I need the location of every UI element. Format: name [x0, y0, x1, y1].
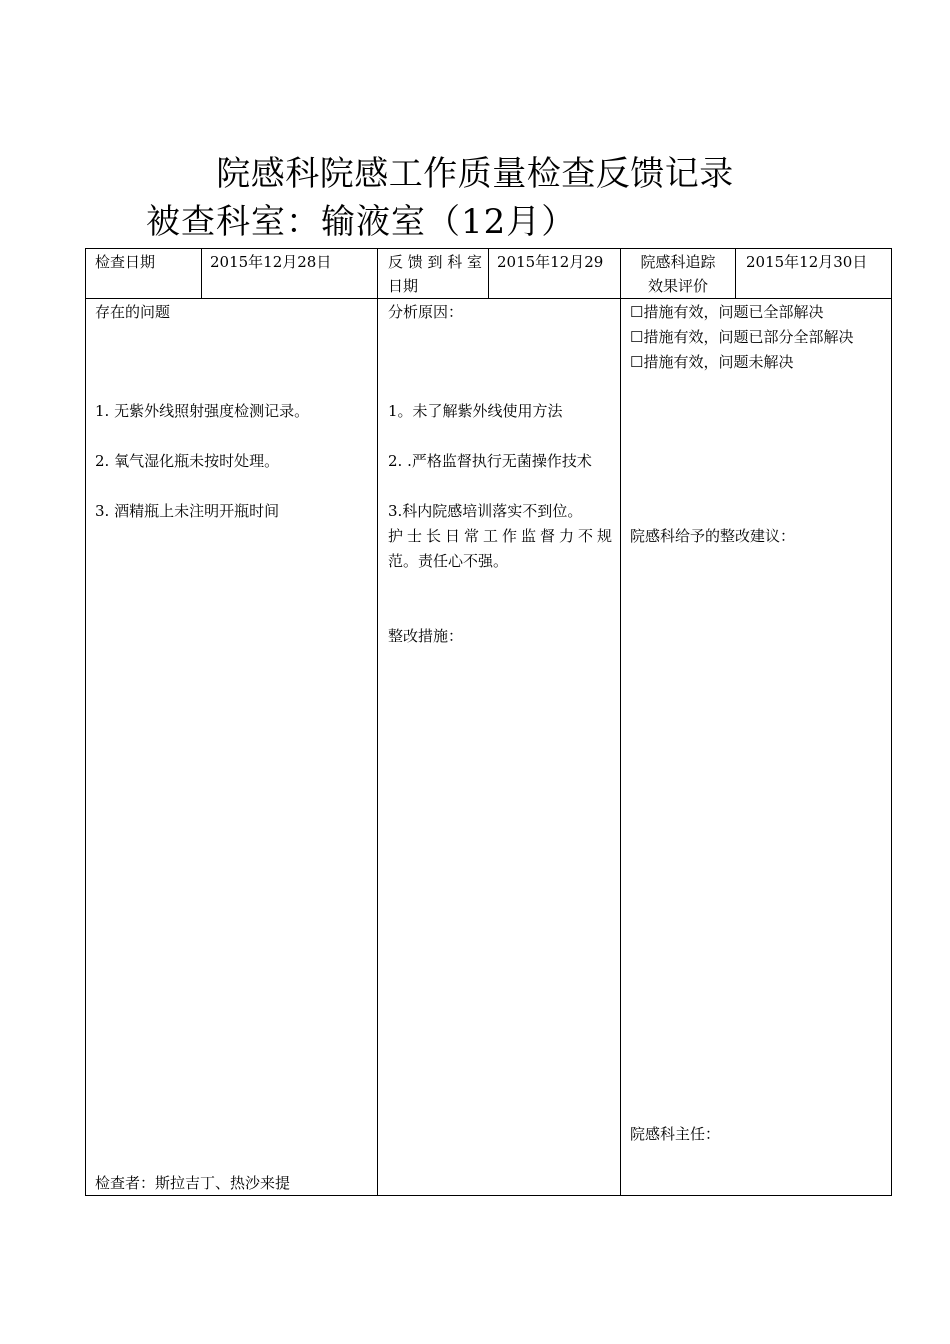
director-label: 院感科主任： — [630, 1125, 721, 1143]
tracking-label: 院感科追踪 — [640, 253, 716, 271]
measures-label: 整改措施： — [388, 627, 464, 645]
tracking-label-line2: 效果评价 — [647, 277, 708, 295]
header-divider — [85, 298, 892, 299]
department-subtitle: 被查科室：输液室（12月） — [146, 202, 577, 242]
analysis-item-3-line3: 范。责任心不强。 — [388, 552, 509, 570]
column-divider-2 — [620, 248, 621, 1196]
feedback-date-value: 2015年12月29 — [497, 253, 604, 271]
suggestion-label: 院感科给予的整改建议： — [630, 527, 796, 545]
feedback-table — [85, 248, 892, 1196]
feedback-date-label-line2: 日期 — [388, 277, 419, 295]
header-divider-b — [488, 248, 489, 298]
problem-item-2: 2. 氧气湿化瓶未按时处理。 — [95, 452, 280, 470]
evaluation-option-unsolved: ☐措施有效，问题未解决 — [630, 353, 794, 371]
tracking-date-value: 2015年12月30日 — [746, 253, 868, 271]
column-divider-1 — [377, 248, 378, 1196]
problems-heading: 存在的问题 — [95, 303, 171, 321]
evaluation-option-all-solved: ☐措施有效，问题已全部解决 — [630, 303, 824, 321]
document-title: 院感科院感工作质量检查反馈记录 — [216, 154, 734, 194]
analysis-item-3-line2: 护士长日常工作监督力不规 — [388, 527, 612, 545]
feedback-date-label: 反馈到科室 — [388, 253, 482, 271]
problem-item-3: 3. 酒精瓶上未注明开瓶时间 — [95, 502, 280, 520]
check-date-label: 检查日期 — [95, 253, 156, 271]
evaluation-option-partly-solved: ☐措施有效，问题已部分全部解决 — [630, 328, 854, 346]
header-divider-c — [735, 248, 736, 298]
analysis-item-2: 2. .严格监督执行无菌操作技术 — [388, 452, 592, 470]
check-date-value: 2015年12月28日 — [210, 253, 332, 271]
analysis-item-3: 3.科内院感培训落实不到位。 — [388, 502, 583, 520]
analysis-heading: 分析原因： — [388, 303, 464, 321]
analysis-item-1: 1。未了解紫外线使用方法 — [388, 402, 563, 420]
inspector-names: 检查者：斯拉吉丁、热沙来提 — [95, 1174, 291, 1192]
header-divider-a — [201, 248, 202, 298]
problem-item-1: 1. 无紫外线照射强度检测记录。 — [95, 402, 310, 420]
